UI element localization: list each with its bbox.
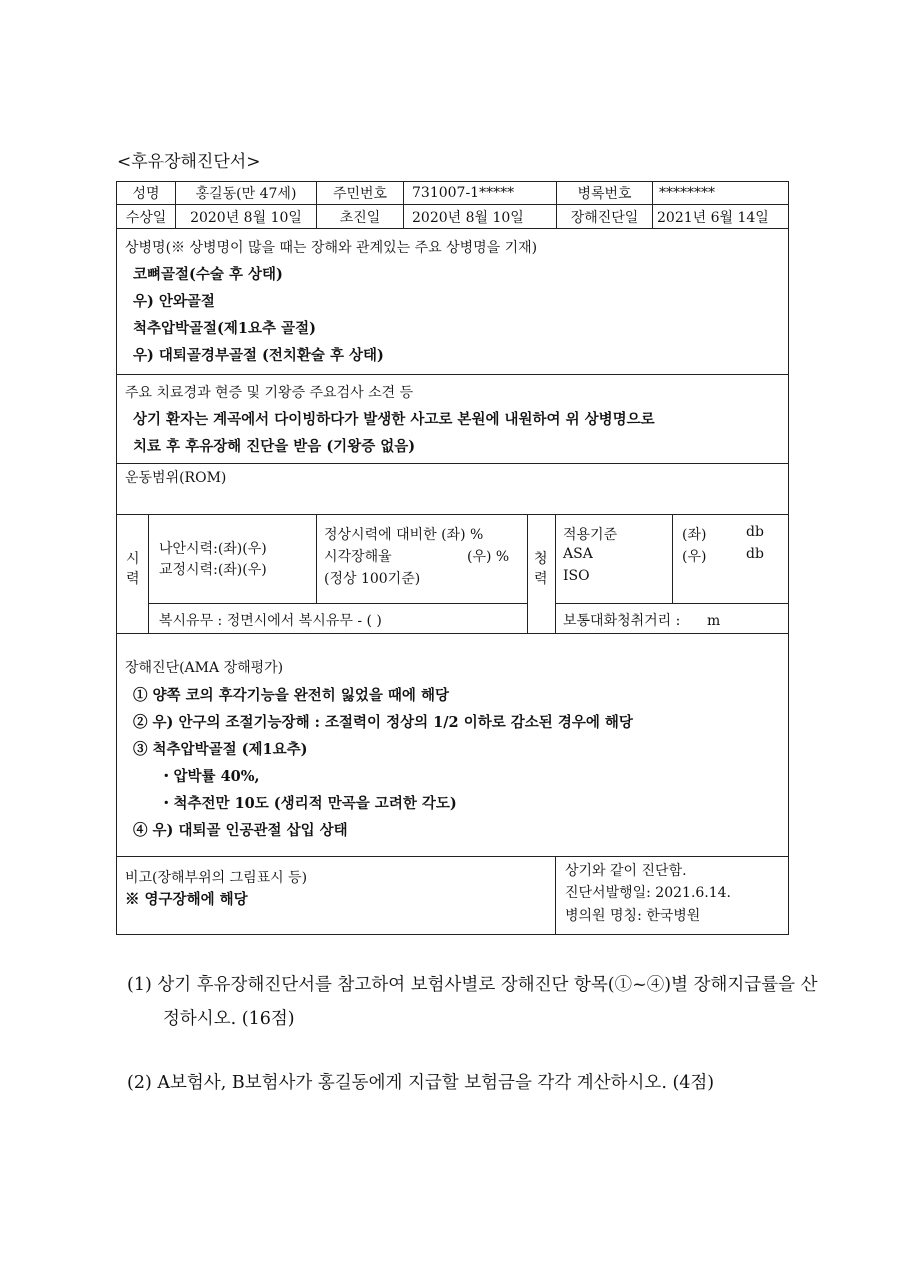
assessment-item: ④ 우) 대퇴골 인공관절 삽입 상태	[133, 822, 348, 839]
vision-hearing-section	[117, 515, 788, 634]
remarks-value: ※ 영구장해에 해당	[125, 891, 248, 908]
diagnosis-date-label: 장해진단일	[556, 205, 652, 228]
issue-date: 진단서발행일: 2021.6.14.	[565, 885, 732, 901]
assessment-item: ① 양쪽 코의 후각기능을 완전히 잃었을 때에 해당	[133, 687, 449, 704]
id-value: 731007-1*****	[403, 182, 556, 204]
document-title: <후유장해진단서>	[117, 152, 261, 172]
first-visit-label: 초진일	[316, 205, 403, 228]
treatment-line: 치료 후 후유장해 진단을 받음 (기왕증 없음)	[133, 438, 416, 455]
diplopia: 복시유무 : 정면시에서 복시유무 - ( )	[159, 613, 382, 629]
disability-diagnosis-form	[116, 181, 789, 935]
header-row-1	[117, 182, 788, 205]
remarks-section	[117, 857, 788, 934]
naked-vision: 나안시력:(좌)(우)	[159, 541, 267, 557]
id-label: 주민번호	[316, 182, 403, 204]
header-row-2	[117, 205, 788, 229]
assessment-section	[117, 634, 788, 857]
name-label: 성명	[132, 186, 160, 202]
rom-label: 운동범위(ROM)	[125, 470, 227, 486]
first-visit-value: 2020년 8월 10일	[403, 205, 556, 228]
treatment-line: 상기 환자는 계곡에서 다이빙하다가 발생한 사고로 본원에 내원하여 위 상병명으로	[133, 411, 655, 428]
hearing-left-unit: db	[746, 524, 764, 540]
corrected-vision: 교정시력:(좌)(우)	[159, 562, 267, 578]
injury-date-value: 2020년 8월 10일	[175, 205, 316, 228]
disease-item: 우) 안와골절	[133, 293, 215, 310]
treatment-label: 주요 치료경과 현증 및 기왕증 주요검사 소견 등	[125, 385, 414, 401]
conversation-distance: 보통대화청취거리 : m	[563, 613, 721, 629]
assessment-label: 장해진단(AMA 장해평가)	[125, 660, 284, 676]
vision-rate-right: (우) %	[467, 549, 510, 565]
hearing-right: (우)	[682, 549, 707, 565]
disease-item: 우) 대퇴골경부골절 (전치환술 후 상태)	[133, 347, 384, 364]
hearing-standard-label: 적용기준	[563, 527, 618, 543]
assessment-item: ③ 척추압박골절 (제1요추)	[133, 741, 308, 758]
vision-rate-line3: (정상 100기준)	[324, 571, 421, 587]
remarks-label: 비고(장해부위의 그림표시 등)	[125, 870, 308, 886]
disease-item: 척추압박골절(제1요추 골절)	[133, 320, 316, 337]
disease-label: 상병명(※ 상병명이 많을 때는 장해와 관계있는 주요 상병명을 기재)	[125, 240, 538, 256]
record-label: 병록번호	[556, 182, 652, 204]
rom-section	[117, 464, 788, 515]
vision-rate-line1: 정상시력에 대비한 (좌) %	[324, 527, 484, 543]
vision-rate-line2: 시각장해율	[324, 549, 392, 565]
hearing-iso: ISO	[563, 568, 590, 584]
injury-date-label: 수상일	[125, 209, 167, 226]
disease-item: 코뼈골절(수술 후 상태)	[133, 266, 283, 283]
hearing-right-unit: db	[746, 546, 764, 562]
confirm-text: 상기와 같이 진단함.	[565, 863, 687, 879]
vision-side-label: 시 력	[126, 551, 140, 587]
question-1: (1) 상기 후유장해진단서를 참고하여 보험사별로 장해진단 항목(①~④)별 장해지급률을 산정하시오. (16점)	[127, 975, 818, 1029]
diagnosis-date-value: 2021년 6월 14일	[652, 205, 788, 228]
hospital-name: 병의원 명칭: 한국병원	[565, 908, 701, 924]
assessment-subitem: ・척추전만 10도 (생리적 만곡을 고려한 각도)	[159, 795, 457, 812]
name-value: 홍길동(만 47세)	[175, 182, 316, 204]
disease-section	[117, 229, 788, 375]
hearing-asa: ASA	[563, 546, 593, 562]
hearing-side-label: 청 력	[534, 551, 548, 587]
assessment-subitem: ・압박률 40%,	[159, 768, 260, 785]
assessment-item: ② 우) 안구의 조절기능장해 : 조절력이 정상의 1/2 이하로 감소된 경우에 해당	[133, 714, 633, 731]
question-2: (2) A보험사, B보험사가 홍길동에게 지급할 보험금을 각각 계산하시오. (4점)	[127, 1073, 715, 1093]
record-value: ********	[652, 182, 788, 204]
treatment-section	[117, 375, 788, 464]
hearing-left: (좌)	[682, 527, 707, 543]
